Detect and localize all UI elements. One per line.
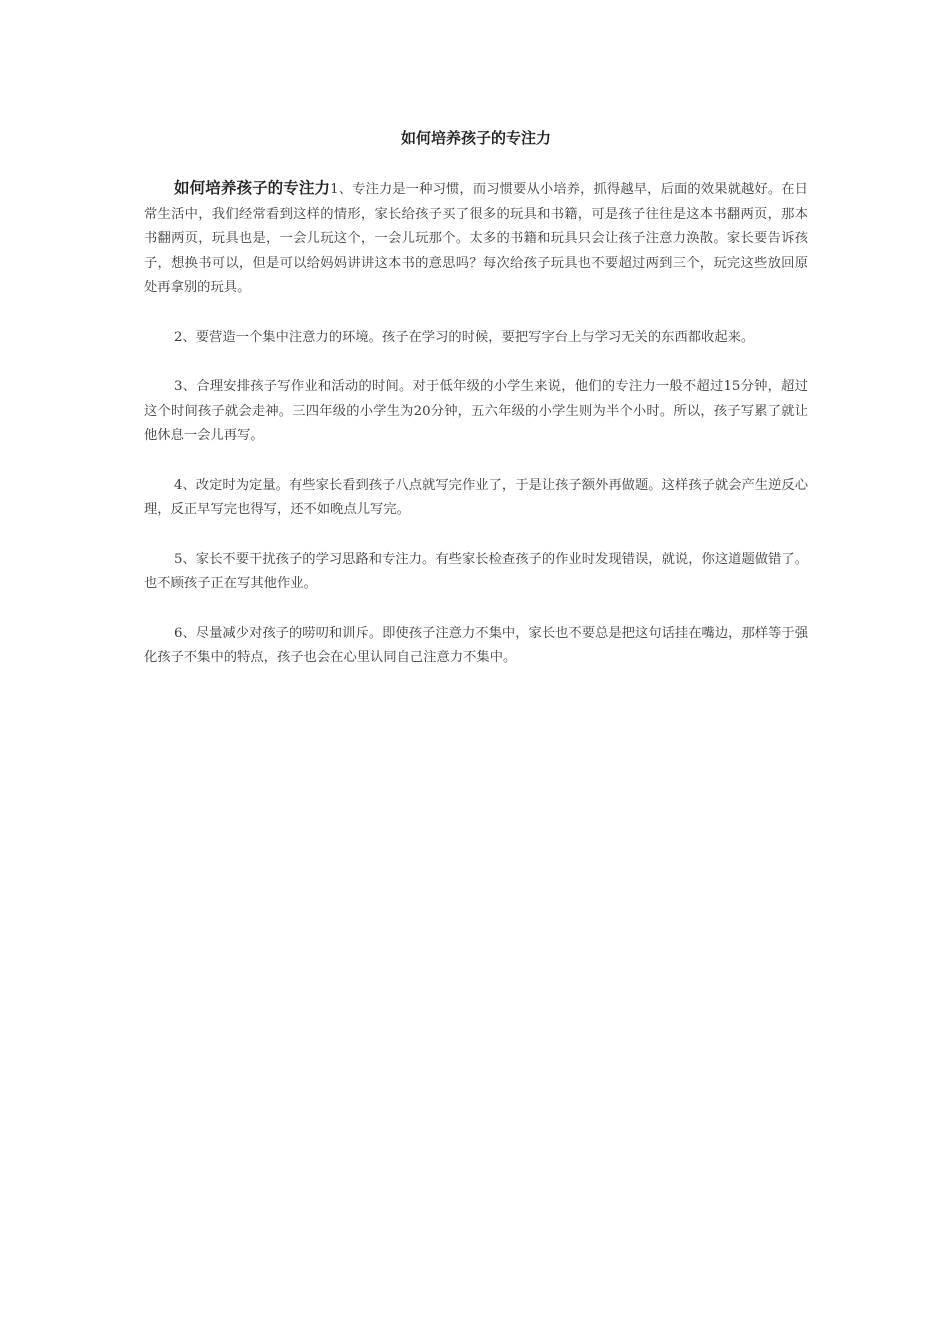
paragraph-6: 6、尽量减少对孩子的唠叨和训斥。即使孩子注意力不集中，家长也不要总是把这句话挂在嘴边，那样等于强化孩子不集中的特点，孩子也会在心里认同自己注意力不集中。 <box>144 625 808 665</box>
paragraph-1 <box>144 176 808 301</box>
paragraph-1-text: 1、专注力是一种习惯，而习惯要从小培养，抓得越早，后面的效果就越好。在日常生活中，我们经常看到这样的情形，家长给孩子买了很多的玩具和书籍，可是孩子往往是这本书翻两页，那本书翻两页，玩具也是，一会儿玩这个，一会儿玩那个。太多的书籍和玩具只会让孩子注意力涣散。家长要告诉孩子，想换书可以，但是可以给妈妈讲讲这本书的意思吗？每次给孩子玩具也不要超过两到三个，玩完这些放回原处再拿别的玩具。 <box>144 182 808 295</box>
paragraph-4: 4、改定时为定量。有些家长看到孩子八点就写完作业了，于是让孩子额外再做题。这样孩子就会产生逆反心理，反正早写完也得写，还不如晚点儿写完。 <box>144 477 808 517</box>
paragraph-5: 5、家长不要干扰孩子的学习思路和专注力。有些家长检查孩子的作业时发现错误，就说，你这道题做错了。也不顾孩子正在写其他作业。 <box>144 551 808 591</box>
document-title: 如何培养孩子的专注力 <box>400 129 551 147</box>
paragraph-2: 2、要营造一个集中注意力的环境。孩子在学习的时候，要把写字台上与学习无关的东西都收起来。 <box>174 329 755 345</box>
lead-title: 如何培养孩子的专注力 <box>174 179 331 197</box>
paragraph-3: 3、合理安排孩子写作业和活动的时间。对于低年级的小学生来说，他们的专注力一般不超过15分钟，超过这个时间孩子就会走神。三四年级的小学生为20分钟，五六年级的小学生则为半个小时。所以，孩子写累了就让他休息一会儿再写。 <box>144 379 808 443</box>
document-page <box>144 126 808 671</box>
